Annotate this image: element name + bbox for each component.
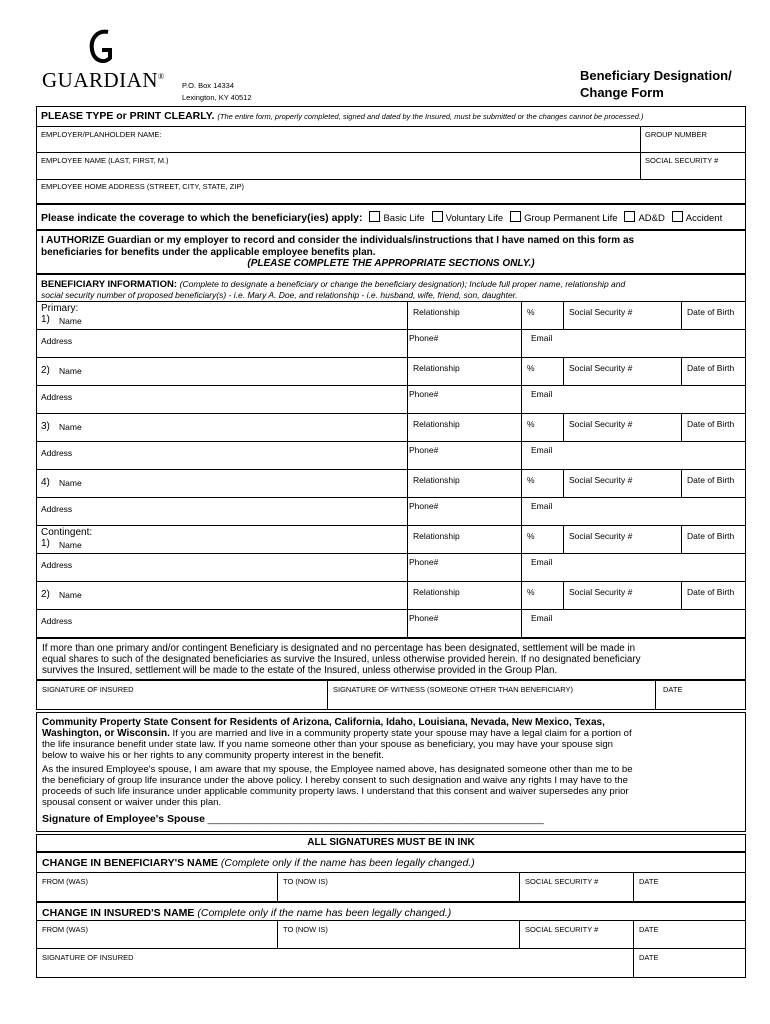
insured-change-signature-field[interactable]: SIGNATURE OF INSURED (42, 953, 134, 962)
contingent-2-dob-field[interactable]: Date of Birth (687, 587, 735, 597)
beneficiary-note-1: (Complete to designate a beneficiary or change the beneficiary designation); Include full proper name, relationship and (179, 279, 626, 289)
address-line-2: Lexington, KY 40512 (182, 93, 252, 102)
coverage-prompt: Please indicate the coverage to which the beneficiary(ies) apply: (41, 212, 363, 224)
change-beneficiary-heading: CHANGE IN BENEFICIARY'S NAME (42, 857, 218, 869)
primary-1-email-field[interactable]: Email (531, 333, 553, 343)
insured-signature-field[interactable]: SIGNATURE OF INSURED (42, 685, 134, 694)
change-beneficiary-section (36, 852, 746, 902)
primary-2-relationship-field[interactable]: Relationship (413, 363, 460, 373)
primary-1-number: 1) (41, 314, 50, 325)
primary-2-ssn-field[interactable]: Social Security # (569, 363, 633, 373)
beneficiary-heading: BENEFICIARY INFORMATION: (41, 279, 177, 290)
change-insured-note: (Complete only if the name has been legally changed.) (197, 907, 452, 919)
equal-shares-line-1: If more than one primary and/or contingent Beneficiary is designated and no percentage has been designated, settlement will be made in (42, 643, 636, 654)
witness-signature-field[interactable]: SIGNATURE OF WITNESS (SOMEONE OTHER THAN BENEFICIARY) (333, 685, 574, 694)
beneficiary-to-field[interactable]: TO (NOW IS) (283, 877, 328, 886)
community-p2-b: the beneficiary of group life insurance under the above policy. I hereby consent to such designation and waive any rights I may have to the (42, 775, 628, 786)
primary-3-dob-field[interactable]: Date of Birth (687, 419, 735, 429)
primary-4-ssn-field[interactable]: Social Security # (569, 475, 633, 485)
employee-address-field[interactable]: EMPLOYEE HOME ADDRESS (STREET, CITY, STATE, ZIP) (41, 182, 244, 191)
insured-to-field[interactable]: TO (NOW IS) (283, 925, 328, 934)
coverage-section (36, 204, 746, 230)
primary-3-email-field[interactable]: Email (531, 445, 553, 455)
contingent-2-number: 2) (41, 589, 50, 600)
primary-4-email-field[interactable]: Email (531, 501, 553, 511)
contingent-2-relationship-field[interactable]: Relationship (413, 587, 460, 597)
instructions-heading: PLEASE TYPE or PRINT CLEARLY. (41, 110, 215, 122)
community-p1-a: If you are married and live in a community property state your spouse may have a legal claim for a portion of (169, 728, 632, 739)
beneficiary-section (36, 274, 746, 638)
checkbox-group-permanent-life[interactable]: Group Permanent Life (506, 212, 617, 224)
authorize-line-3: (PLEASE COMPLETE THE APPROPRIATE SECTIONS ONLY.) (247, 258, 535, 269)
guardian-logo (42, 28, 165, 98)
contingent-1-email-field[interactable]: Email (531, 557, 553, 567)
community-heading-2: Washington, or Wisconsin. (42, 728, 170, 739)
contingent-2-phone-field[interactable]: Phone# (409, 613, 439, 623)
contingent-2-ssn-field[interactable]: Social Security # (569, 587, 633, 597)
beneficiary-note-2: social security number of proposed beneficiary(s) - i.e. Mary A. Doe, and relationship - i.e. husband, wife, friend, son, daughter. (41, 290, 518, 300)
primary-2-phone-field[interactable]: Phone# (409, 389, 439, 399)
primary-3-address-field[interactable]: Address (41, 448, 73, 458)
insured-ssn-field[interactable]: SOCIAL SECURITY # (525, 925, 599, 934)
community-p1-c: below to waive his or her rights to any community property interest in the benefit. (42, 750, 384, 761)
group-number-field[interactable]: GROUP NUMBER (645, 130, 707, 139)
primary-4-phone-field[interactable]: Phone# (409, 501, 439, 511)
insured-signature-date-field[interactable]: DATE (639, 953, 659, 962)
community-p1-b: the life insurance benefit under state law. If you name someone other than your spouse as beneficiary, you may have your spouse sign (42, 739, 613, 750)
primary-4-address-field[interactable]: Address (41, 504, 73, 514)
authorization-section (36, 230, 746, 274)
primary-4-name-field[interactable]: Name (59, 478, 82, 488)
form-title: Beneficiary Designation/ Change Form (580, 68, 732, 100)
contingent-1-ssn-field[interactable]: Social Security # (569, 531, 633, 541)
change-beneficiary-note: (Complete only if the name has been legally changed.) (220, 857, 475, 869)
primary-2-percent-field[interactable]: % (527, 363, 535, 373)
primary-1-relationship-field[interactable]: Relationship (413, 307, 460, 317)
contingent-1-dob-field[interactable]: Date of Birth (687, 531, 735, 541)
primary-3-percent-field[interactable]: % (527, 419, 535, 429)
checkbox-voluntary-life[interactable]: Voluntary Life (428, 212, 504, 224)
primary-2-email-field[interactable]: Email (531, 389, 553, 399)
contingent-2-address-field[interactable]: Address (41, 616, 73, 626)
contingent-2-email-field[interactable]: Email (531, 613, 553, 623)
spouse-signature-label: Signature of Employee's Spouse (42, 813, 205, 825)
checkbox-add[interactable]: AD&D (620, 212, 664, 224)
primary-2-name-field[interactable]: Name (59, 366, 82, 376)
employee-ssn-field[interactable]: SOCIAL SECURITY # (645, 156, 719, 165)
insured-change-date-field[interactable]: DATE (639, 925, 659, 934)
primary-2-dob-field[interactable]: Date of Birth (687, 363, 735, 373)
contingent-1-relationship-field[interactable]: Relationship (413, 531, 460, 541)
authorize-line-2: beneficiaries for benefits under the applicable employee benefits plan. (41, 246, 376, 258)
community-property-section (36, 712, 746, 832)
contingent-1-address-field[interactable]: Address (41, 560, 73, 570)
community-p2-a: As the insured Employee's spouse, I am aware that my spouse, the Employee named above, has designated someone other than me to be (42, 764, 633, 775)
primary-4-dob-field[interactable]: Date of Birth (687, 475, 735, 485)
primary-2-address-field[interactable]: Address (41, 392, 73, 402)
primary-3-phone-field[interactable]: Phone# (409, 445, 439, 455)
equal-shares-section (36, 638, 746, 680)
guardian-g-icon (86, 28, 116, 66)
beneficiary-from-field[interactable]: FROM (WAS) (42, 877, 88, 886)
instructions-note: (The entire form, properly completed, signed and dated by the Insured, must be submitted or the changes cannot be processed.) (217, 112, 644, 121)
primary-1-section-label: Primary: (41, 303, 79, 314)
primary-1-percent-field[interactable]: % (527, 307, 535, 317)
employee-name-field[interactable]: EMPLOYEE NAME (LAST, FIRST, M.) (41, 156, 169, 165)
primary-4-number: 4) (41, 477, 50, 488)
equal-shares-line-2: equal shares to such of the designated beneficiaries as survive the Insured, unless otherwise provided herein. If no designated beneficiary (42, 654, 641, 665)
primary-2-number: 2) (41, 365, 50, 376)
contingent-1-section-label: Contingent: (41, 527, 93, 538)
signature-date-field[interactable]: DATE (663, 685, 683, 694)
primary-3-relationship-field[interactable]: Relationship (413, 419, 460, 429)
change-insured-section (36, 902, 746, 978)
employer-name-field[interactable]: EMPLOYER/PLANHOLDER NAME: (41, 130, 162, 139)
contingent-1-phone-field[interactable]: Phone# (409, 557, 439, 567)
contingent-1-number: 1) (41, 538, 50, 549)
equal-shares-line-3: survives the Insured, settlement will be made to the estate of the Insured, unless otherwise provided in the Group Plan. (42, 665, 558, 676)
checkbox-basic-life[interactable]: Basic Life (365, 212, 424, 224)
beneficiary-ssn-field[interactable]: SOCIAL SECURITY # (525, 877, 599, 886)
ink-notice: ALL SIGNATURES MUST BE IN INK (36, 834, 746, 852)
primary-3-ssn-field[interactable]: Social Security # (569, 419, 633, 429)
spouse-signature-line[interactable]: _______________________________________________________________ (207, 814, 544, 825)
primary-1-ssn-field[interactable]: Social Security # (569, 307, 633, 317)
community-heading-1: Community Property State Consent for Residents of Arizona, California, Idaho, Louisiana, Nevada, New Mexico, Texas, (42, 717, 605, 728)
contingent-2-name-field[interactable]: Name (59, 590, 82, 600)
primary-3-name-field[interactable]: Name (59, 422, 82, 432)
primary-1-phone-field[interactable]: Phone# (409, 333, 439, 343)
community-p2-d: spousal consent or waiver under this plan. (42, 797, 222, 808)
primary-1-name-field[interactable]: Name (59, 316, 82, 326)
primary-4-percent-field[interactable]: % (527, 475, 535, 485)
employer-section (36, 106, 746, 204)
primary-4-relationship-field[interactable]: Relationship (413, 475, 460, 485)
signature-row (36, 680, 746, 710)
logo-wordmark: GUARDIAN® (42, 68, 165, 92)
community-p2-c: proceeds of such life insurance under applicable community property laws. I understand that this consent and waiver supersedes any prior (42, 786, 629, 797)
insured-from-field[interactable]: FROM (WAS) (42, 925, 88, 934)
primary-1-dob-field[interactable]: Date of Birth (687, 307, 735, 317)
change-insured-heading: CHANGE IN INSURED'S NAME (42, 907, 195, 919)
authorize-line-1: I AUTHORIZE Guardian or my employer to record and consider the individuals/instructions that I have named on this form as (41, 235, 635, 246)
mailing-address (182, 80, 252, 104)
address-line-1: P.O. Box 14334 (182, 81, 234, 90)
contingent-1-name-field[interactable]: Name (59, 540, 82, 550)
primary-1-address-field[interactable]: Address (41, 336, 73, 346)
contingent-1-percent-field[interactable]: % (527, 531, 535, 541)
primary-3-number: 3) (41, 421, 50, 432)
contingent-2-percent-field[interactable]: % (527, 587, 535, 597)
beneficiary-change-date-field[interactable]: DATE (639, 877, 659, 886)
checkbox-accident[interactable]: Accident (668, 212, 722, 224)
